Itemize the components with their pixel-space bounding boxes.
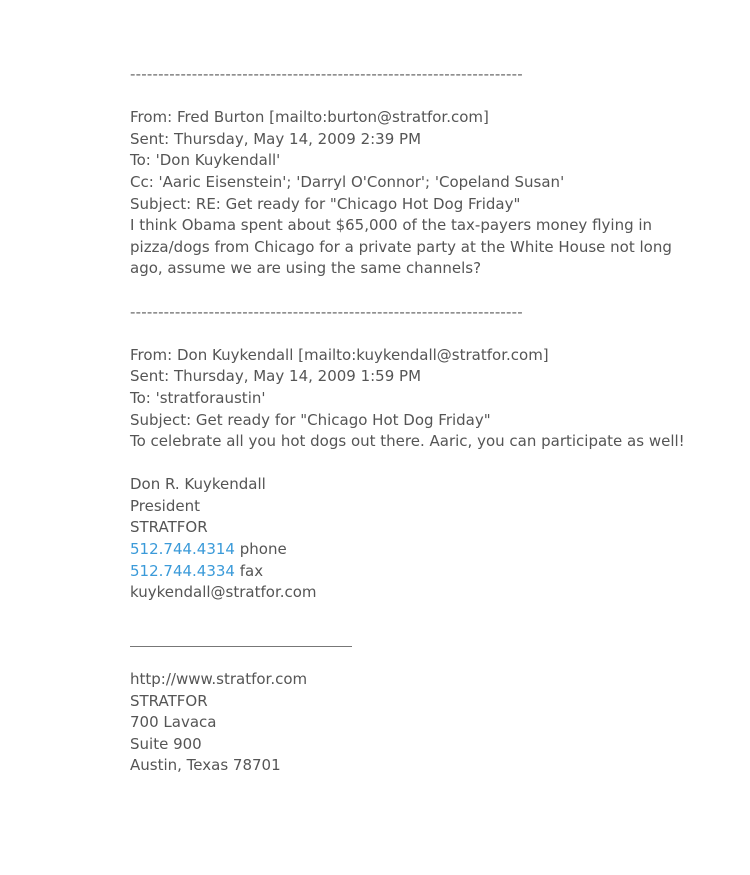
- email-document: [130, 64, 700, 777]
- footer-company: STRATFOR: [130, 691, 208, 710]
- message-body: To celebrate all you hot dogs out there. Aaric, you can participate as well!: [130, 432, 685, 451]
- footer-address-2: Suite 900: [130, 734, 202, 753]
- footer-url: http://www.stratfor.com: [130, 670, 308, 689]
- cc-line: Cc: 'Aaric Eisenstein'; 'Darryl O'Connor'; 'Copeland Susan': [130, 172, 565, 191]
- message-body: I think Obama spent about $65,000 of the tax-payers money flying in pizza/dogs from Chicago for a private party at the White House not long ago, assume we are using the same channels?: [130, 216, 672, 278]
- footer-block: [130, 669, 700, 777]
- signature-title: President: [130, 496, 200, 515]
- separator-line: ----------------------------------------------------------------------: [130, 65, 523, 83]
- subject-line: Subject: Get ready for "Chicago Hot Dog Friday": [130, 410, 491, 429]
- message-header-1: [130, 107, 700, 280]
- signature-email: kuykendall@stratfor.com: [130, 583, 317, 602]
- phone-link[interactable]: 512.744.4314: [130, 540, 235, 559]
- from-line: From: Fred Burton [mailto:burton@stratfor.com]: [130, 108, 489, 127]
- footer-address-1: 700 Lavaca: [130, 713, 217, 732]
- sent-line: Sent: Thursday, May 14, 2009 1:59 PM: [130, 367, 422, 386]
- message-header-2: [130, 345, 700, 453]
- signature-name: Don R. Kuykendall: [130, 475, 266, 494]
- fax-label: fax: [234, 561, 264, 580]
- to-line: To: 'Don Kuykendall': [130, 151, 281, 170]
- signature-company: STRATFOR: [130, 518, 208, 537]
- to-line: To: 'stratforaustin': [130, 388, 266, 407]
- signature-block: [130, 474, 700, 604]
- subject-line: Subject: RE: Get ready for "Chicago Hot Dog Friday": [130, 194, 521, 213]
- fax-link[interactable]: 512.744.4334: [130, 561, 235, 580]
- fax-line: [130, 561, 700, 583]
- from-line: From: Don Kuykendall [mailto:kuykendall@stratfor.com]: [130, 345, 549, 364]
- sent-line: Sent: Thursday, May 14, 2009 2:39 PM: [130, 129, 422, 148]
- phone-line: [130, 539, 700, 561]
- footer-city: Austin, Texas 78701: [130, 756, 281, 775]
- separator-line: ----------------------------------------------------------------------: [130, 302, 523, 321]
- phone-label: phone: [234, 540, 287, 559]
